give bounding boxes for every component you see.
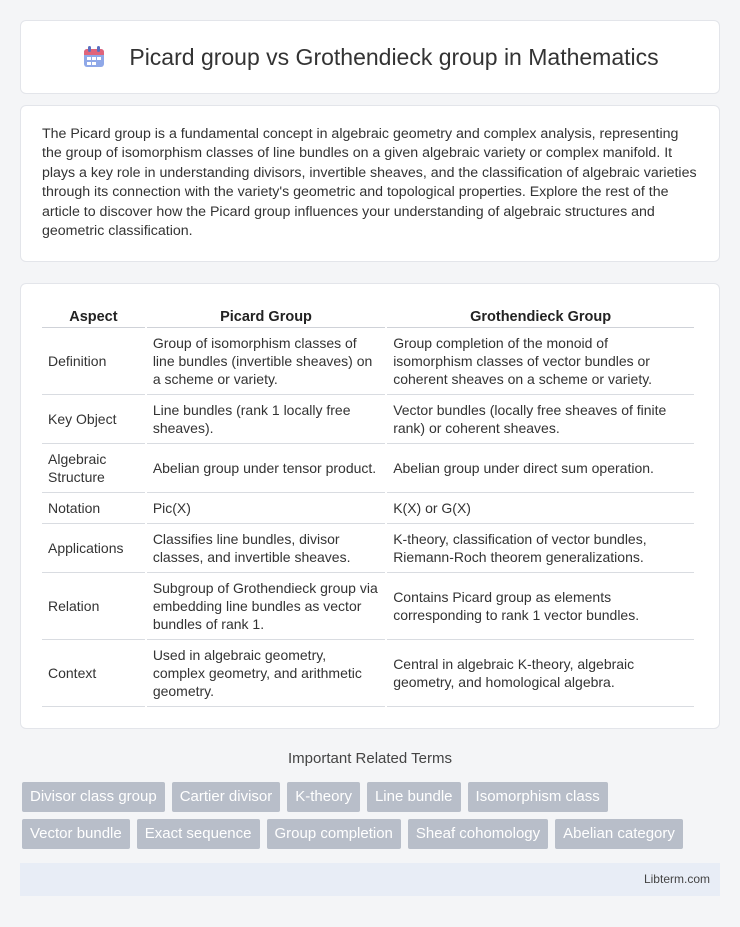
- row-aspect: Notation: [42, 493, 145, 524]
- row-picard: Used in algebraic geometry, complex geometry, and arithmetic geometry.: [147, 640, 385, 707]
- table-row: [42, 524, 694, 573]
- row-picard: Group of isomorphism classes of line bundles (invertible sheaves) on a scheme or variety.: [147, 328, 385, 395]
- table-header-row: [42, 306, 694, 328]
- table-row: [42, 640, 694, 707]
- tag-isomorphism-class[interactable]: Isomorphism class: [468, 782, 608, 812]
- tag-abelian-category[interactable]: Abelian category: [555, 819, 683, 849]
- row-aspect: Key Object: [42, 395, 145, 444]
- related-terms-tags: [22, 782, 722, 856]
- row-aspect: Definition: [42, 328, 145, 395]
- row-aspect: Algebraic Structure: [42, 444, 145, 493]
- row-grothendieck: K(X) or G(X): [387, 493, 694, 524]
- tag-k-theory[interactable]: K-theory: [287, 782, 360, 812]
- row-aspect: Applications: [42, 524, 145, 573]
- tag-cartier-divisor[interactable]: Cartier divisor: [172, 782, 281, 812]
- intro-card: [20, 105, 720, 262]
- tag-line-bundle[interactable]: Line bundle: [367, 782, 461, 812]
- tag-divisor-class-group[interactable]: Divisor class group: [22, 782, 165, 812]
- header-aspect: Aspect: [42, 306, 145, 328]
- row-grothendieck: Abelian group under direct sum operation.: [387, 444, 694, 493]
- page-title: Picard group vs Grothendieck group in Mathematics: [129, 43, 659, 70]
- header-grothendieck-group: Grothendieck Group: [387, 306, 694, 328]
- tag-exact-sequence[interactable]: Exact sequence: [137, 819, 260, 849]
- table-row: [42, 493, 694, 524]
- row-picard: Abelian group under tensor product.: [147, 444, 385, 493]
- tag-row: [22, 782, 722, 812]
- intro-paragraph: The Picard group is a fundamental concept in algebraic geometry and complex analysis, representing the group of isomorphism classes of line bundles on a given algebraic variety or complex manifold. It plays a key role in understanding divisors, invertible sheaves, and the classification of algebraic varieties through its connection with the variety's geometric and topological properties. Explore the rest of the article to discover how the Picard group influences your understanding of algebraic structures and geometric classification.: [42, 126, 697, 240]
- table-row: [42, 328, 694, 395]
- row-picard: Subgroup of Grothendieck group via embedding line bundles as vector bundles of rank 1.: [147, 573, 385, 640]
- comparison-table: [40, 306, 696, 707]
- row-aspect: Relation: [42, 573, 145, 640]
- row-grothendieck: Central in algebraic K-theory, algebraic geometry, and homological algebra.: [387, 640, 694, 707]
- row-picard: Line bundles (rank 1 locally free sheaves).: [147, 395, 385, 444]
- row-grothendieck: K-theory, classification of vector bundles, Riemann-Roch theorem generalizations.: [387, 524, 694, 573]
- row-grothendieck: Vector bundles (locally free sheaves of finite rank) or coherent sheaves.: [387, 395, 694, 444]
- calendar-icon: [81, 44, 107, 70]
- row-grothendieck: Contains Picard group as elements corresponding to rank 1 vector bundles.: [387, 573, 694, 640]
- table-row: [42, 444, 694, 493]
- comparison-table-card: [20, 283, 720, 729]
- tag-group-completion[interactable]: Group completion: [267, 819, 401, 849]
- header-picard-group: Picard Group: [147, 306, 385, 328]
- row-picard: Classifies line bundles, divisor classes, and invertible sheaves.: [147, 524, 385, 573]
- table-row: [42, 573, 694, 640]
- tag-row: [22, 819, 722, 849]
- row-aspect: Context: [42, 640, 145, 707]
- related-terms-title: Important Related Terms: [288, 750, 452, 767]
- header-card: [20, 20, 720, 94]
- footer-bar: [20, 863, 720, 896]
- row-picard: Pic(X): [147, 493, 385, 524]
- table-row: [42, 395, 694, 444]
- tag-sheaf-cohomology[interactable]: Sheaf cohomology: [408, 819, 548, 849]
- row-grothendieck: Group completion of the monoid of isomorphism classes of vector bundles or coherent sheaves on a scheme or variety.: [387, 328, 694, 395]
- footer-site-link[interactable]: Libterm.com: [643, 872, 710, 886]
- tag-vector-bundle[interactable]: Vector bundle: [22, 819, 130, 849]
